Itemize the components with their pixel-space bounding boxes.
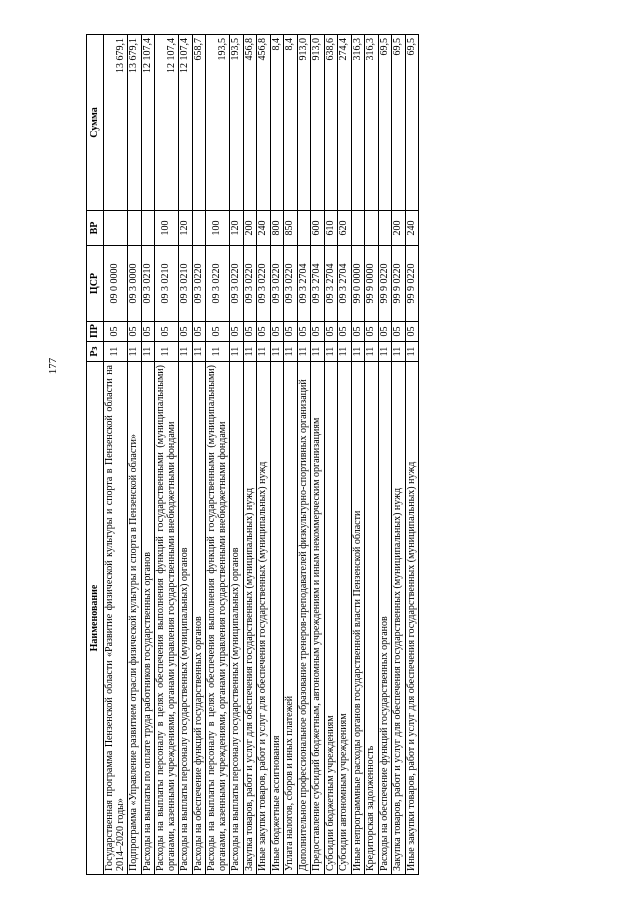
cell-name: Расходы на выплаты персоналу государственных (муниципальных) органов: [230, 362, 244, 875]
cell-vr: [104, 211, 128, 246]
cell-csr: 09 3 0000: [128, 246, 142, 322]
cell-pr: 05: [378, 322, 392, 342]
cell-name: Дополнительное профессиональное образование тренеров-преподавателей физкультурно-спортивных организаций: [297, 362, 311, 875]
cell-vr: [351, 211, 365, 246]
cell-pr: 05: [392, 322, 406, 342]
cell-csr: 09 3 0220: [192, 246, 206, 322]
cell-vr: [378, 211, 392, 246]
cell-pr: 05: [179, 322, 193, 342]
cell-pr: 05: [104, 322, 128, 342]
cell-name: Расходы на выплаты персоналу в целях обеспечения выполнения функций государственными (муниципальными) органами, казенными учреждениями, органами управления государственными внебюджетными фондами: [206, 362, 230, 875]
cell-csr: 09 3 2704: [324, 246, 338, 322]
cell-sum: 193,5: [206, 35, 230, 211]
cell-name: Закупка товаров, работ и услуг для обеспечения государственных (муниципальных) нужд: [392, 362, 406, 875]
cell-rz: 11: [257, 342, 271, 362]
cell-name: Предоставление субсидий бюджетным, автономным учреждениям и иным некоммерческим организациям: [311, 362, 325, 875]
cell-pr: 05: [324, 322, 338, 342]
cell-name: Расходы на выплаты персоналу в целях обеспечения выполнения функций государственными (муниципальными) органами, казенными учреждениями, органами управления государственными внебюджетными фондами: [155, 362, 179, 875]
cell-vr: 610: [324, 211, 338, 246]
cell-vr: [128, 211, 142, 246]
cell-csr: 99 9 0220: [378, 246, 392, 322]
cell-sum: 69,5: [392, 35, 406, 211]
page-number: 177: [47, 357, 59, 375]
cell-rz: 11: [351, 342, 365, 362]
cell-rz: 11: [365, 342, 379, 362]
cell-vr: 240: [405, 211, 419, 246]
cell-rz: 11: [297, 342, 311, 362]
header-pr: ПР: [87, 322, 104, 342]
table-row: [104, 35, 128, 875]
cell-pr: 05: [365, 322, 379, 342]
table-row: [141, 35, 155, 875]
cell-csr: 09 0 0000: [104, 246, 128, 322]
header-csr: ЦСР: [87, 246, 104, 322]
cell-pr: 05: [243, 322, 257, 342]
cell-rz: 11: [392, 342, 406, 362]
table-row: [257, 35, 271, 875]
cell-name: Расходы на выплаты по оплате труда работников государственных органов: [141, 362, 155, 875]
cell-csr: 09 3 0220: [257, 246, 271, 322]
cell-rz: 11: [243, 342, 257, 362]
cell-name: Расходы на обеспечение функций государственных органов: [378, 362, 392, 875]
cell-sum: 8,4: [270, 35, 284, 211]
cell-rz: 11: [104, 342, 128, 362]
cell-csr: 99 0 0000: [351, 246, 365, 322]
cell-pr: 05: [257, 322, 271, 342]
cell-vr: 800: [270, 211, 284, 246]
cell-pr: 05: [311, 322, 325, 342]
cell-pr: 05: [297, 322, 311, 342]
cell-name: Расходы на выплаты персоналу государственных (муниципальных) органов: [179, 362, 193, 875]
cell-name: Иные закупки товаров, работ и услуг для обеспечения государственных (муниципальных) нужд: [257, 362, 271, 875]
cell-rz: 11: [270, 342, 284, 362]
cell-pr: 05: [405, 322, 419, 342]
cell-sum: 913,0: [297, 35, 311, 211]
table-row: [351, 35, 365, 875]
table-header: [87, 35, 104, 875]
cell-rz: 11: [192, 342, 206, 362]
cell-sum: 8,4: [284, 35, 298, 211]
cell-csr: 09 3 0220: [270, 246, 284, 322]
cell-rz: 11: [405, 342, 419, 362]
cell-rz: 11: [179, 342, 193, 362]
table-row: [284, 35, 298, 875]
table-row: [179, 35, 193, 875]
cell-name: Уплата налогов, сборов и иных платежей: [284, 362, 298, 875]
cell-name: Иные бюджетные ассигнования: [270, 362, 284, 875]
cell-pr: 05: [192, 322, 206, 342]
cell-name: Государственная программа Пензенской области «Развитие физической культуры и спорта в Пензенской области на 2014–2020 годы»: [104, 362, 128, 875]
cell-name: Кредиторская задолженность: [365, 362, 379, 875]
budget-table: [86, 34, 419, 875]
cell-pr: 05: [284, 322, 298, 342]
table-row: [206, 35, 230, 875]
table-row: [297, 35, 311, 875]
cell-sum: 69,5: [405, 35, 419, 211]
table-row: [270, 35, 284, 875]
cell-rz: 11: [155, 342, 179, 362]
cell-csr: 99 9 0220: [392, 246, 406, 322]
cell-rz: 11: [338, 342, 352, 362]
cell-vr: [297, 211, 311, 246]
table-row: [311, 35, 325, 875]
cell-pr: 05: [206, 322, 230, 342]
cell-rz: 11: [311, 342, 325, 362]
cell-name: Иные закупки товаров, работ и услуг для обеспечения государственных (муниципальных) нужд: [405, 362, 419, 875]
cell-rz: 11: [206, 342, 230, 362]
cell-rz: 11: [230, 342, 244, 362]
cell-pr: 05: [351, 322, 365, 342]
cell-sum: 12 107,4: [155, 35, 179, 211]
cell-pr: 05: [270, 322, 284, 342]
cell-name: Подпрограмма «Управление развитием отрасли физической культуры и спорта в Пензенской области»: [128, 362, 142, 875]
cell-pr: 05: [141, 322, 155, 342]
cell-pr: 05: [338, 322, 352, 342]
budget-table-container: [86, 35, 419, 875]
table-row: [128, 35, 142, 875]
table-row: [230, 35, 244, 875]
cell-csr: 99 9 0000: [365, 246, 379, 322]
cell-vr: 200: [392, 211, 406, 246]
cell-vr: [141, 211, 155, 246]
cell-vr: 200: [243, 211, 257, 246]
cell-rz: 11: [141, 342, 155, 362]
cell-pr: 05: [128, 322, 142, 342]
cell-csr: 09 3 0220: [284, 246, 298, 322]
cell-sum: 456,8: [243, 35, 257, 211]
cell-csr: 09 3 0210: [179, 246, 193, 322]
cell-csr: 09 3 2704: [311, 246, 325, 322]
header-rz: Рз: [87, 342, 104, 362]
cell-sum: 13 679,1: [128, 35, 142, 211]
table-row: [338, 35, 352, 875]
cell-csr: 09 3 0210: [141, 246, 155, 322]
table-row: [365, 35, 379, 875]
cell-csr: 99 9 0220: [405, 246, 419, 322]
table-row: [192, 35, 206, 875]
header-sum: Сумма: [87, 35, 104, 211]
cell-name: Субсидии бюджетным учреждениям: [324, 362, 338, 875]
cell-csr: 09 3 2704: [297, 246, 311, 322]
cell-name: Иные непрограммные расходы органов государственной власти Пензенской области: [351, 362, 365, 875]
cell-vr: 100: [206, 211, 230, 246]
cell-name: Расходы на обеспечение функций государственных органов: [192, 362, 206, 875]
cell-csr: 09 3 0220: [206, 246, 230, 322]
cell-vr: 120: [179, 211, 193, 246]
table-row: [378, 35, 392, 875]
cell-sum: 638,6: [324, 35, 338, 211]
cell-name: Закупка товаров, работ и услуг для обеспечения государственных (муниципальных) нужд: [243, 362, 257, 875]
cell-sum: 69,5: [378, 35, 392, 211]
cell-vr: 120: [230, 211, 244, 246]
cell-pr: 05: [155, 322, 179, 342]
cell-pr: 05: [230, 322, 244, 342]
cell-vr: 600: [311, 211, 325, 246]
cell-name: Субсидии автономным учреждениям: [338, 362, 352, 875]
cell-sum: 12 107,4: [179, 35, 193, 211]
cell-rz: 11: [128, 342, 142, 362]
cell-sum: 456,8: [257, 35, 271, 211]
cell-csr: 09 3 0220: [243, 246, 257, 322]
cell-rz: 11: [324, 342, 338, 362]
cell-rz: 11: [378, 342, 392, 362]
table-row: [155, 35, 179, 875]
cell-sum: 274,4: [338, 35, 352, 211]
cell-csr: 09 3 0210: [155, 246, 179, 322]
cell-sum: 316,3: [351, 35, 365, 211]
cell-vr: 850: [284, 211, 298, 246]
table-body: [104, 35, 419, 875]
cell-sum: 12 107,4: [141, 35, 155, 211]
header-vr: ВР: [87, 211, 104, 246]
table-row: [405, 35, 419, 875]
table-row: [392, 35, 406, 875]
cell-vr: 100: [155, 211, 179, 246]
cell-csr: 09 3 0220: [230, 246, 244, 322]
cell-sum: 658,7: [192, 35, 206, 211]
header-name: Наименование: [87, 362, 104, 875]
cell-rz: 11: [284, 342, 298, 362]
cell-sum: 316,3: [365, 35, 379, 211]
cell-vr: 240: [257, 211, 271, 246]
cell-sum: 913,0: [311, 35, 325, 211]
cell-csr: 09 3 2704: [338, 246, 352, 322]
cell-sum: 13 679,1: [104, 35, 128, 211]
table-row: [324, 35, 338, 875]
cell-vr: [365, 211, 379, 246]
table-row: [243, 35, 257, 875]
cell-sum: 193,5: [230, 35, 244, 211]
cell-vr: [192, 211, 206, 246]
cell-vr: 620: [338, 211, 352, 246]
